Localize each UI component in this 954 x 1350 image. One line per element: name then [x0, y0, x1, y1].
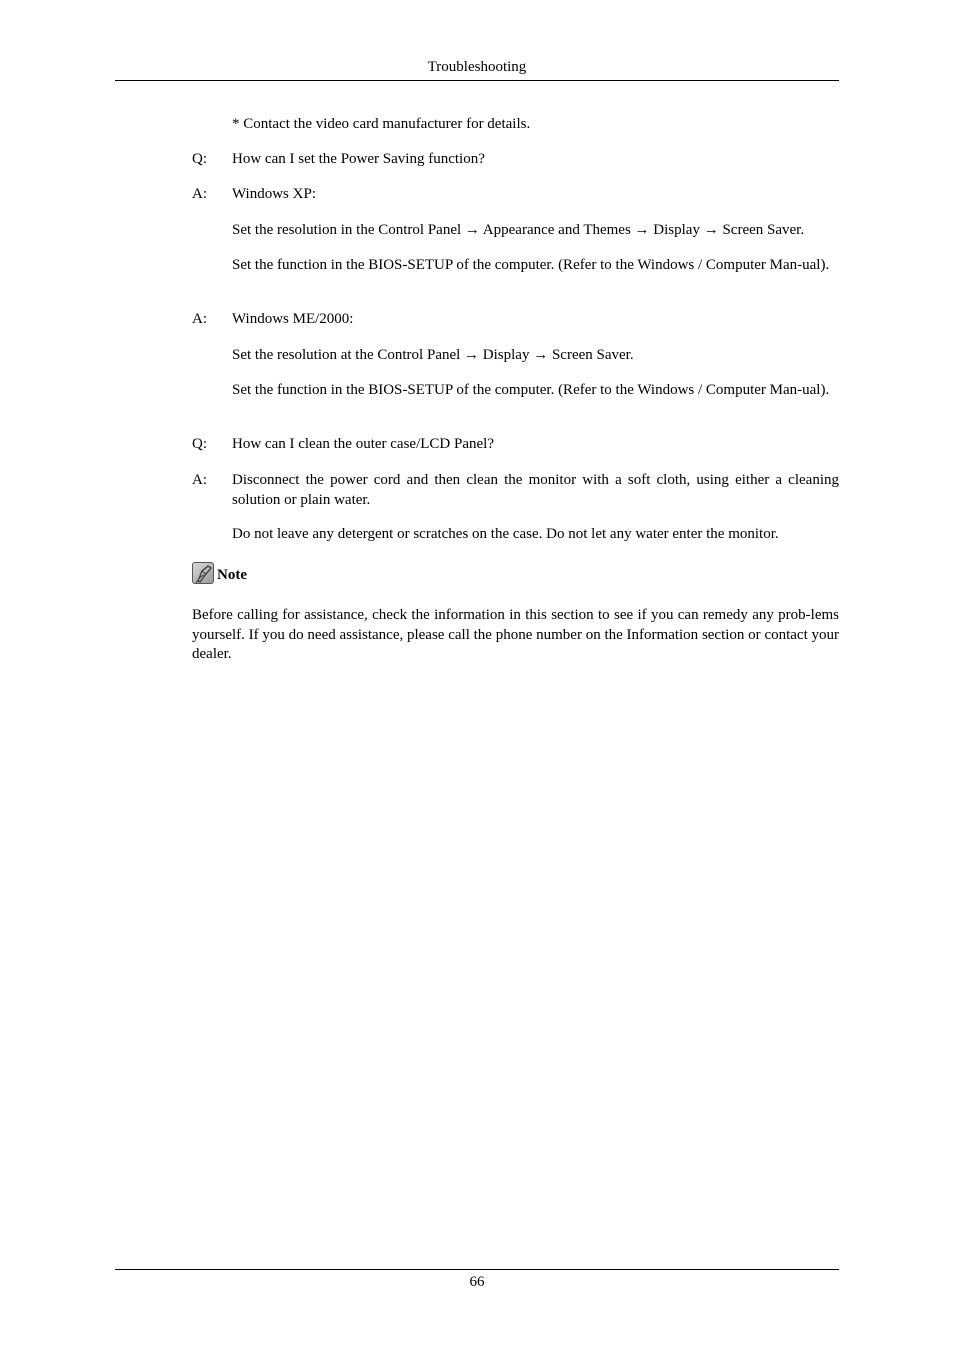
answer-heading: Windows ME/2000: — [232, 311, 354, 327]
answer-paragraph: Set the resolution at the Control Panel → Display → Screen Saver. — [232, 347, 634, 363]
answer-label: A: — [192, 472, 207, 488]
answer-paragraph: Set the function in the BIOS-SETUP of the computer. (Refer to the Windows / Computer Man-ual). — [232, 257, 830, 273]
header-title: Troubleshooting — [427, 59, 527, 75]
note-heading — [192, 562, 247, 584]
intro-note: * Contact the video card manufacturer for details. — [232, 116, 531, 132]
question-text: How can I set the Power Saving function? — [232, 151, 485, 167]
note-pencil-icon — [192, 562, 214, 584]
question-label: Q: — [192, 436, 207, 452]
page-number: 66 — [469, 1274, 485, 1290]
answer-paragraph: Set the function in the BIOS-SETUP of the computer. (Refer to the Windows / Computer Man-ual). — [232, 382, 830, 398]
answer-label: A: — [192, 186, 207, 202]
header-divider — [115, 80, 839, 81]
note-label: Note — [217, 567, 247, 583]
answer-heading: Windows XP: — [232, 186, 316, 202]
question-label: Q: — [192, 151, 207, 167]
answer-heading: Disconnect the power cord and then clean the monitor with a soft cloth, using either a cleaning solution or plain water. — [232, 472, 839, 508]
note-text: Before calling for assistance, check the information in this section to see if you can remedy any prob-lems yourself. If you do need assistance, please call the phone number on the Information section or contact your dealer. — [192, 607, 839, 662]
answer-label: A: — [192, 311, 207, 327]
question-text: How can I clean the outer case/LCD Panel? — [232, 436, 494, 452]
footer-divider — [115, 1269, 839, 1270]
answer-paragraph: Do not leave any detergent or scratches on the case. Do not let any water enter the monitor. — [232, 526, 779, 542]
answer-paragraph: Set the resolution in the Control Panel → Appearance and Themes → Display → Screen Saver. — [232, 222, 805, 238]
